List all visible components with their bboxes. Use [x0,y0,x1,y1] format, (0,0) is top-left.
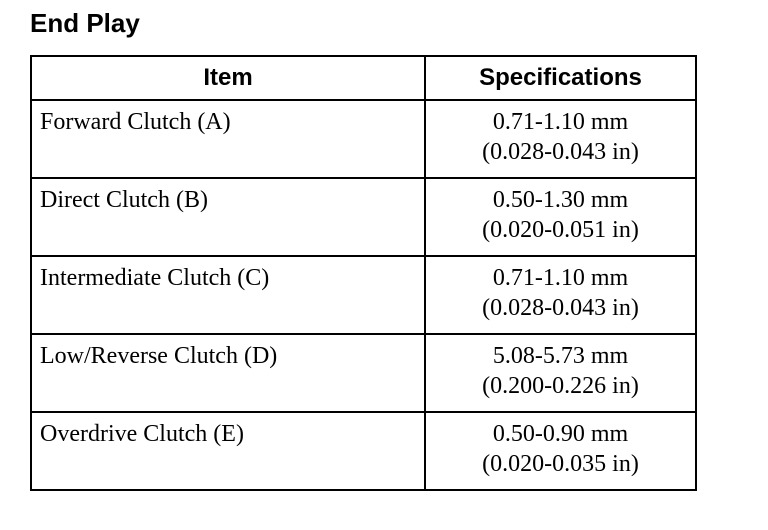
spec-in: (0.020-0.035 in) [482,451,639,477]
column-header-item: Item [31,56,425,100]
spec-cell [425,334,696,412]
spec-mm: 0.50-0.90 mm [492,421,629,447]
table-header-row [31,56,696,100]
spec-cell [425,178,696,256]
spec-in: (0.200-0.226 in) [482,373,639,399]
item-cell: Overdrive Clutch (E) [31,412,425,490]
table-row [31,412,696,490]
spec-in: (0.020-0.051 in) [482,217,639,243]
end-play-table [30,55,697,491]
table-row [31,100,696,178]
table-row [31,178,696,256]
spec-cell [425,412,696,490]
spec-mm: 0.50-1.30 mm [492,187,629,213]
spec-cell [425,100,696,178]
item-cell: Intermediate Clutch (C) [31,256,425,334]
item-cell: Low/Reverse Clutch (D) [31,334,425,412]
spec-mm: 5.08-5.73 mm [492,343,629,369]
spec-mm: 0.71-1.10 mm [492,265,629,291]
spec-in: (0.028-0.043 in) [482,295,639,321]
item-cell: Direct Clutch (B) [31,178,425,256]
page-title: End Play [30,8,140,38]
table-row [31,256,696,334]
spec-in: (0.028-0.043 in) [482,139,639,165]
table-row [31,334,696,412]
spec-cell [425,256,696,334]
column-header-specifications: Specifications [425,56,696,100]
item-cell: Forward Clutch (A) [31,100,425,178]
spec-mm: 0.71-1.10 mm [492,109,629,135]
